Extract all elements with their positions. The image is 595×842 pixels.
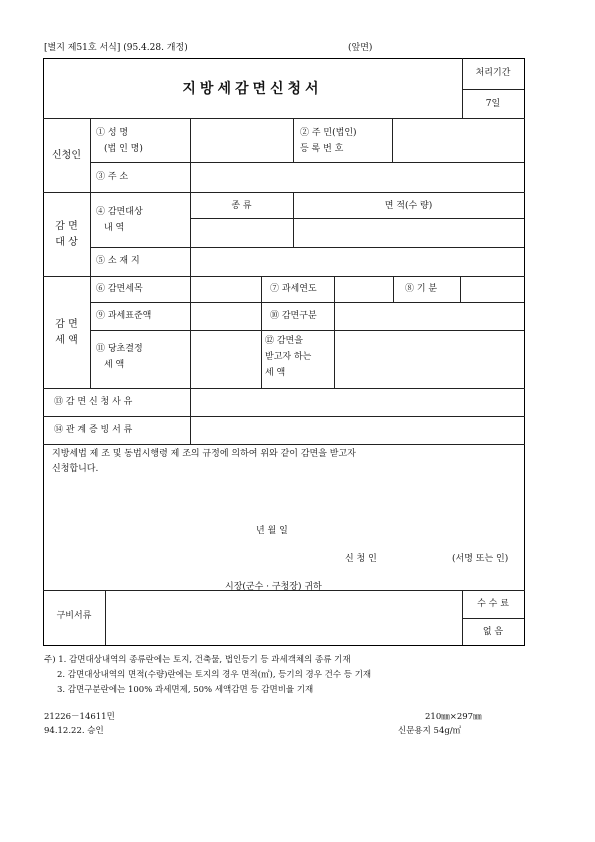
type-column-header: 종 류 — [231, 201, 252, 211]
footer-size: 210㎜×297㎜ — [425, 712, 482, 722]
target-section-label-2: 대 상 — [55, 237, 78, 248]
declaration-line-1: 지방세법 제 조 및 동법시행령 제 조의 규정에 의하여 위와 같이 감면을 받고자 — [52, 449, 356, 459]
tax-item-label: ⑥ 감면세목 — [96, 284, 143, 294]
target-details-label-2: 내 역 — [104, 223, 125, 233]
declaration-line-2: 신청합니다. — [52, 464, 99, 474]
initial-tax-label-2: 세 액 — [104, 360, 125, 370]
tax-item-field[interactable] — [191, 277, 260, 301]
id-number-label: ② 주 민(법인) — [300, 128, 357, 138]
location-label: ⑤ 소 재 지 — [96, 256, 140, 266]
tax-base-label: ⑨ 과세표준액 — [96, 311, 152, 321]
note-3: 3. 감면구분란에는 100% 과세면제, 50% 세액감면 등 감면비율 기재 — [57, 685, 314, 695]
tax-base-field[interactable] — [191, 303, 260, 329]
tax-year-label: ⑦ 과세연도 — [270, 284, 317, 294]
processing-period-label: 처리기간 — [475, 68, 511, 78]
signature-label: (서명 또는 인) — [452, 554, 509, 564]
requested-tax-label-2: 받고자 하는 — [265, 352, 312, 362]
tax-section-label-1: 감 면 — [55, 319, 78, 330]
requested-tax-field[interactable] — [335, 331, 523, 387]
address-field[interactable] — [191, 163, 523, 191]
footer-code: 21226－14611민 — [44, 712, 115, 722]
area-column-header: 면 적(수 량) — [384, 201, 433, 211]
processing-period-value: 7일 — [485, 99, 501, 109]
page-side: (앞면) — [348, 43, 373, 53]
reason-field[interactable] — [191, 389, 523, 415]
requested-tax-label-3: 세 액 — [265, 368, 286, 378]
declaration-applicant: 신 청 인 — [345, 554, 377, 564]
note-2: 2. 감면대상내역의 면적(수량)란에는 토지의 경우 면적(㎡), 등기의 경우 건수 등 기재 — [57, 670, 372, 680]
recipient: 시장(군수 · 구청장) 귀하 — [225, 582, 322, 592]
documents-field[interactable] — [191, 417, 523, 443]
initial-tax-label: ⑪ 당초결정 — [96, 344, 143, 354]
form-number: [별지 제51호 서식] (95.4.28. 개정) — [44, 43, 188, 53]
location-field[interactable] — [191, 248, 523, 275]
form-title: 지방세감면신청서 — [182, 81, 323, 97]
applicant-section-label: 신청인 — [52, 150, 81, 161]
id-number-field[interactable] — [393, 119, 523, 161]
documents-label: ⑭ 관 계 증 빙 서 류 — [54, 425, 133, 435]
exemption-category-label: ⑩ 감면구분 — [270, 311, 317, 321]
attachments-label: 구비서류 — [56, 611, 92, 621]
initial-tax-field[interactable] — [191, 331, 260, 387]
name-label-corp: (법 인 명) — [104, 144, 143, 154]
fee-label: 수 수 료 — [477, 599, 509, 609]
id-number-label-2: 등 록 번 호 — [300, 144, 344, 154]
period-field[interactable] — [461, 277, 523, 301]
requested-tax-label: ⑫ 감면을 — [265, 336, 303, 346]
tax-section-label-2: 세 액 — [55, 335, 78, 346]
target-section-label-1: 감 면 — [55, 221, 78, 232]
footer-paper: 신문용지 54g/㎡ — [398, 726, 462, 736]
name-field[interactable] — [191, 119, 292, 161]
declaration-date: 년 월 일 — [256, 526, 288, 536]
address-label: ③ 주 소 — [96, 172, 129, 182]
reason-label: ⑬ 감 면 신 청 사 유 — [54, 397, 133, 407]
name-label: ① 성 명 — [96, 128, 129, 138]
fee-value: 없 음 — [482, 627, 504, 637]
attachments-field[interactable] — [106, 591, 461, 644]
note-1: 주) 1. 감면대상내역의 종류란에는 토지, 건축물, 법인등기 등 과세객체의 종류 기재 — [44, 655, 351, 665]
type-field[interactable] — [191, 219, 292, 246]
target-details-label: ④ 감면대상 — [96, 207, 143, 217]
tax-year-field[interactable] — [335, 277, 392, 301]
exemption-category-field[interactable] — [335, 303, 523, 329]
area-field[interactable] — [294, 219, 523, 246]
period-label: ⑧ 기 분 — [405, 284, 438, 294]
footer-approval: 94.12.22. 승인 — [44, 726, 104, 736]
